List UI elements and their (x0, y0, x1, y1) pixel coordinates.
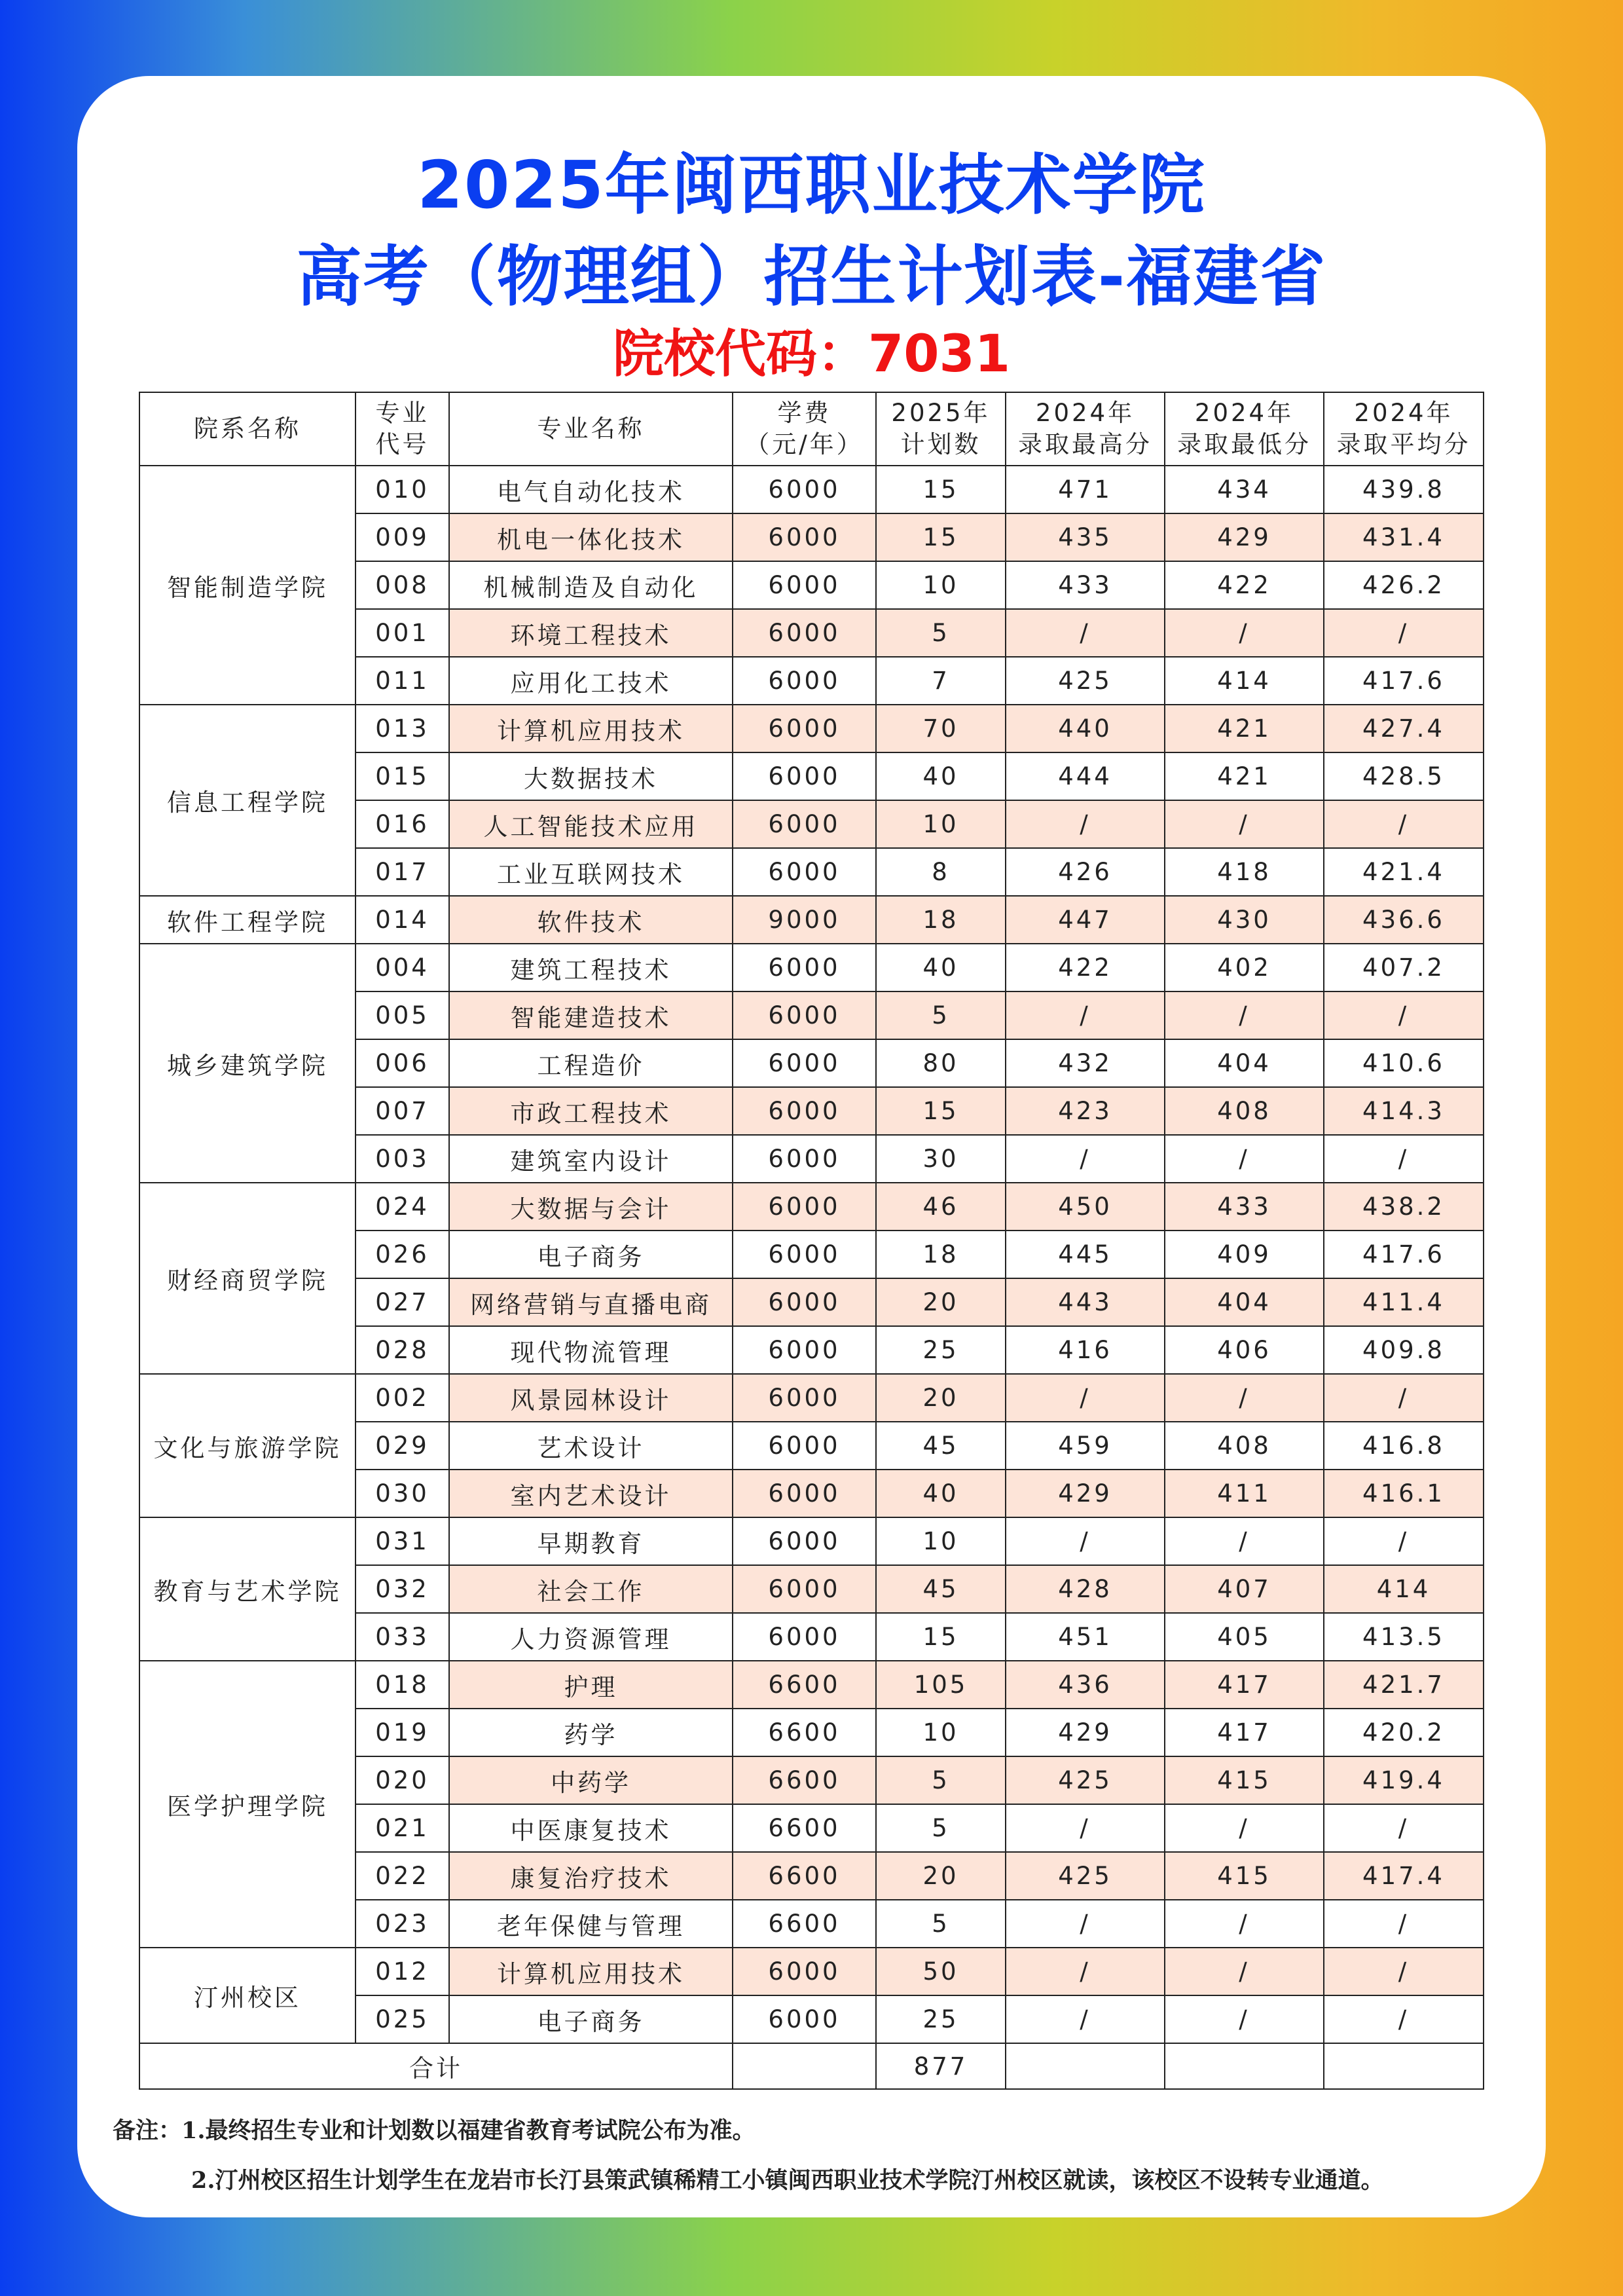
cell-code: 032 (356, 1565, 449, 1613)
cell-code: 031 (356, 1517, 449, 1565)
cell-min: 408 (1165, 1087, 1324, 1135)
cell-plan: 10 (876, 800, 1006, 848)
table-row (139, 1948, 1484, 1995)
cell-fee: 6600 (733, 1804, 876, 1852)
dept-name: 信息工程学院 (139, 705, 356, 896)
cell-code: 013 (356, 705, 449, 752)
cell-major: 艺术设计 (449, 1422, 733, 1470)
cell-major: 护理 (449, 1661, 733, 1709)
cell-min: 421 (1165, 752, 1324, 800)
cell-avg: 431.4 (1324, 513, 1484, 561)
cell-min: 421 (1165, 705, 1324, 752)
cell-max: 432 (1006, 1039, 1165, 1087)
dept-name: 财经商贸学院 (139, 1183, 356, 1374)
cell-major: 中医康复技术 (449, 1804, 733, 1852)
cell-min: 404 (1165, 1278, 1324, 1326)
cell-min: 405 (1165, 1613, 1324, 1661)
table-row (139, 944, 1484, 991)
cell-max: 447 (1006, 896, 1165, 944)
total-plan: 877 (876, 2043, 1006, 2089)
cell-plan: 70 (876, 705, 1006, 752)
cell-min: 409 (1165, 1231, 1324, 1278)
cell-fee: 6000 (733, 657, 876, 705)
cell-max: 436 (1006, 1661, 1165, 1709)
cell-min: 433 (1165, 1183, 1324, 1231)
dept-name: 汀州校区 (139, 1948, 356, 2043)
cell-fee: 6000 (733, 1470, 876, 1517)
cell-fee: 6000 (733, 1183, 876, 1231)
cell-fee: 6000 (733, 1995, 876, 2043)
cell-fee: 6600 (733, 1661, 876, 1709)
cell-major: 电子商务 (449, 1231, 733, 1278)
cell-min: / (1165, 1995, 1324, 2043)
cell-fee: 6000 (733, 991, 876, 1039)
dept-name: 医学护理学院 (139, 1661, 356, 1948)
cell-major: 电子商务 (449, 1995, 733, 2043)
enrollment-table (139, 392, 1484, 2090)
cell-max: 451 (1006, 1613, 1165, 1661)
cell-plan: 46 (876, 1183, 1006, 1231)
header-avg: 2024年 录取平均分 (1324, 392, 1484, 466)
cell-code: 029 (356, 1422, 449, 1470)
cell-major: 中药学 (449, 1756, 733, 1804)
cell-fee: 6000 (733, 1135, 876, 1183)
cell-fee: 6000 (733, 1422, 876, 1470)
total-empty-avg (1324, 2043, 1484, 2089)
cell-avg: 410.6 (1324, 1039, 1484, 1087)
dept-name: 软件工程学院 (139, 896, 356, 944)
cell-min: 429 (1165, 513, 1324, 561)
cell-avg: / (1324, 1804, 1484, 1852)
cell-min: 407 (1165, 1565, 1324, 1613)
cell-min: / (1165, 991, 1324, 1039)
header-code: 专业 代号 (356, 392, 449, 466)
cell-min: 415 (1165, 1852, 1324, 1900)
cell-major: 药学 (449, 1709, 733, 1756)
cell-code: 010 (356, 466, 449, 513)
cell-avg: 413.5 (1324, 1613, 1484, 1661)
cell-plan: 45 (876, 1422, 1006, 1470)
cell-avg: 409.8 (1324, 1326, 1484, 1374)
cell-plan: 18 (876, 896, 1006, 944)
cell-plan: 10 (876, 1709, 1006, 1756)
cell-min: 418 (1165, 848, 1324, 896)
cell-min: / (1165, 1374, 1324, 1422)
cell-code: 017 (356, 848, 449, 896)
cell-fee: 6000 (733, 1087, 876, 1135)
cell-major: 机械制造及自动化 (449, 561, 733, 609)
cell-max: 429 (1006, 1709, 1165, 1756)
cell-major: 软件技术 (449, 896, 733, 944)
cell-min: 414 (1165, 657, 1324, 705)
cell-code: 023 (356, 1900, 449, 1948)
cell-max: 440 (1006, 705, 1165, 752)
cell-code: 028 (356, 1326, 449, 1374)
cell-major: 老年保健与管理 (449, 1900, 733, 1948)
header-min: 2024年 录取最低分 (1165, 392, 1324, 466)
cell-plan: 20 (876, 1374, 1006, 1422)
cell-major: 康复治疗技术 (449, 1852, 733, 1900)
cell-fee: 6600 (733, 1709, 876, 1756)
header-fee: 学费 （元/年） (733, 392, 876, 466)
note-1: 备注：1.最终招生专业和计划数以福建省教育考试院公布为准。 (113, 2117, 756, 2144)
table-row (139, 705, 1484, 752)
cell-max: / (1006, 1995, 1165, 2043)
cell-fee: 6000 (733, 466, 876, 513)
cell-avg: 428.5 (1324, 752, 1484, 800)
total-label: 合计 (139, 2043, 733, 2089)
cell-plan: 25 (876, 1326, 1006, 1374)
cell-min: 434 (1165, 466, 1324, 513)
total-empty-max (1006, 2043, 1165, 2089)
cell-plan: 25 (876, 1995, 1006, 2043)
cell-max: 425 (1006, 1852, 1165, 1900)
cell-code: 022 (356, 1852, 449, 1900)
cell-code: 018 (356, 1661, 449, 1709)
cell-max: 425 (1006, 657, 1165, 705)
header-plan: 2025年 计划数 (876, 392, 1006, 466)
cell-avg: / (1324, 609, 1484, 657)
cell-max: 450 (1006, 1183, 1165, 1231)
cell-min: 422 (1165, 561, 1324, 609)
table-row (139, 1374, 1484, 1422)
cell-plan: 7 (876, 657, 1006, 705)
cell-max: 423 (1006, 1087, 1165, 1135)
cell-avg: / (1324, 800, 1484, 848)
cell-max: / (1006, 1900, 1165, 1948)
cell-fee: 6000 (733, 1517, 876, 1565)
cell-fee: 6000 (733, 752, 876, 800)
cell-fee: 6000 (733, 1948, 876, 1995)
cell-max: 428 (1006, 1565, 1165, 1613)
cell-avg: 417.4 (1324, 1852, 1484, 1900)
cell-major: 计算机应用技术 (449, 705, 733, 752)
cell-major: 网络营销与直播电商 (449, 1278, 733, 1326)
cell-avg: 417.6 (1324, 657, 1484, 705)
cell-avg: 438.2 (1324, 1183, 1484, 1231)
cell-avg: 416.1 (1324, 1470, 1484, 1517)
cell-fee: 6000 (733, 1613, 876, 1661)
cell-code: 007 (356, 1087, 449, 1135)
cell-min: 402 (1165, 944, 1324, 991)
cell-max: 471 (1006, 466, 1165, 513)
cell-code: 014 (356, 896, 449, 944)
table-row (139, 1517, 1484, 1565)
cell-fee: 6000 (733, 1039, 876, 1087)
cell-fee: 6000 (733, 1326, 876, 1374)
cell-max: / (1006, 1374, 1165, 1422)
cell-avg: 407.2 (1324, 944, 1484, 991)
cell-major: 大数据技术 (449, 752, 733, 800)
cell-max: 445 (1006, 1231, 1165, 1278)
cell-max: 435 (1006, 513, 1165, 561)
table-row (139, 896, 1484, 944)
cell-min: 417 (1165, 1661, 1324, 1709)
cell-min: / (1165, 1804, 1324, 1852)
cell-code: 033 (356, 1613, 449, 1661)
cell-avg: / (1324, 1995, 1484, 2043)
cell-plan: 40 (876, 944, 1006, 991)
dept-name: 教育与艺术学院 (139, 1517, 356, 1661)
dept-name: 文化与旅游学院 (139, 1374, 356, 1517)
title-line-1: 2025年闽西职业技术学院 (417, 147, 1206, 223)
cell-code: 024 (356, 1183, 449, 1231)
cell-major: 机电一体化技术 (449, 513, 733, 561)
cell-plan: 5 (876, 1804, 1006, 1852)
cell-max: 429 (1006, 1470, 1165, 1517)
cell-major: 建筑室内设计 (449, 1135, 733, 1183)
table-row (139, 1183, 1484, 1231)
header-row (139, 392, 1484, 466)
cell-plan: 5 (876, 1900, 1006, 1948)
cell-major: 早期教育 (449, 1517, 733, 1565)
cell-major: 工程造价 (449, 1039, 733, 1087)
cell-code: 005 (356, 991, 449, 1039)
cell-avg: 420.2 (1324, 1709, 1484, 1756)
cell-plan: 30 (876, 1135, 1006, 1183)
cell-plan: 45 (876, 1565, 1006, 1613)
cell-max: 433 (1006, 561, 1165, 609)
cell-fee: 6000 (733, 561, 876, 609)
cell-code: 030 (356, 1470, 449, 1517)
cell-min: / (1165, 1517, 1324, 1565)
cell-fee: 6000 (733, 1231, 876, 1278)
cell-min: / (1165, 609, 1324, 657)
cell-max: 416 (1006, 1326, 1165, 1374)
cell-plan: 10 (876, 561, 1006, 609)
cell-plan: 15 (876, 513, 1006, 561)
cell-code: 008 (356, 561, 449, 609)
cell-code: 021 (356, 1804, 449, 1852)
cell-avg: 426.2 (1324, 561, 1484, 609)
cell-avg: / (1324, 1135, 1484, 1183)
cell-code: 020 (356, 1756, 449, 1804)
cell-min: 417 (1165, 1709, 1324, 1756)
cell-avg: 417.6 (1324, 1231, 1484, 1278)
cell-max: 443 (1006, 1278, 1165, 1326)
cell-min: 406 (1165, 1326, 1324, 1374)
cell-max: 425 (1006, 1756, 1165, 1804)
table-row (139, 1661, 1484, 1709)
cell-fee: 6000 (733, 1374, 876, 1422)
cell-avg: 419.4 (1324, 1756, 1484, 1804)
cell-major: 风景园林设计 (449, 1374, 733, 1422)
cell-plan: 20 (876, 1278, 1006, 1326)
cell-avg: 414.3 (1324, 1087, 1484, 1135)
cell-avg: 439.8 (1324, 466, 1484, 513)
cell-avg: / (1324, 991, 1484, 1039)
cell-major: 智能建造技术 (449, 991, 733, 1039)
cell-plan: 8 (876, 848, 1006, 896)
cell-max: / (1006, 1804, 1165, 1852)
cell-plan: 5 (876, 609, 1006, 657)
cell-min: / (1165, 1948, 1324, 1995)
cell-code: 016 (356, 800, 449, 848)
cell-major: 现代物流管理 (449, 1326, 733, 1374)
cell-max: / (1006, 991, 1165, 1039)
cell-avg: 421.4 (1324, 848, 1484, 896)
cell-code: 025 (356, 1995, 449, 2043)
cell-code: 004 (356, 944, 449, 991)
cell-min: 415 (1165, 1756, 1324, 1804)
cell-major: 环境工程技术 (449, 609, 733, 657)
cell-plan: 10 (876, 1517, 1006, 1565)
header-dept: 院系名称 (139, 392, 356, 466)
cell-max: 444 (1006, 752, 1165, 800)
cell-plan: 15 (876, 1613, 1006, 1661)
cell-code: 012 (356, 1948, 449, 1995)
cell-fee: 6600 (733, 1756, 876, 1804)
cell-fee: 6000 (733, 513, 876, 561)
cell-avg: 414 (1324, 1565, 1484, 1613)
cell-major: 应用化工技术 (449, 657, 733, 705)
cell-code: 027 (356, 1278, 449, 1326)
cell-min: / (1165, 1135, 1324, 1183)
cell-plan: 80 (876, 1039, 1006, 1087)
cell-max: / (1006, 1948, 1165, 1995)
cell-plan: 50 (876, 1948, 1006, 1995)
cell-fee: 6000 (733, 1278, 876, 1326)
cell-avg: 421.7 (1324, 1661, 1484, 1709)
cell-major: 市政工程技术 (449, 1087, 733, 1135)
title-line-2: 高考（物理组）招生计划表-福建省 (296, 238, 1327, 315)
cell-fee: 6600 (733, 1900, 876, 1948)
cell-avg: 411.4 (1324, 1278, 1484, 1326)
cell-major: 社会工作 (449, 1565, 733, 1613)
cell-major: 电气自动化技术 (449, 466, 733, 513)
cell-plan: 15 (876, 1087, 1006, 1135)
cell-code: 019 (356, 1709, 449, 1756)
cell-max: / (1006, 609, 1165, 657)
dept-name: 智能制造学院 (139, 466, 356, 705)
total-fee (733, 2043, 876, 2089)
cell-plan: 40 (876, 1470, 1006, 1517)
dept-name: 城乡建筑学院 (139, 944, 356, 1183)
cell-code: 009 (356, 513, 449, 561)
cell-min: / (1165, 1900, 1324, 1948)
cell-code: 026 (356, 1231, 449, 1278)
cell-fee: 9000 (733, 896, 876, 944)
cell-min: 404 (1165, 1039, 1324, 1087)
note-2: 2.汀州校区招生计划学生在龙岩市长汀县策武镇稀精工小镇闽西职业技术学院汀州校区就读，该校区不设转专业通道。 (191, 2167, 1384, 2194)
cell-code: 015 (356, 752, 449, 800)
cell-avg: / (1324, 1900, 1484, 1948)
cell-major: 人工智能技术应用 (449, 800, 733, 848)
cell-plan: 15 (876, 466, 1006, 513)
header-major: 专业名称 (449, 392, 733, 466)
cell-max: / (1006, 1135, 1165, 1183)
cell-max: / (1006, 800, 1165, 848)
cell-plan: 5 (876, 1756, 1006, 1804)
cell-min: 408 (1165, 1422, 1324, 1470)
cell-max: / (1006, 1517, 1165, 1565)
total-empty-min (1165, 2043, 1324, 2089)
cell-plan: 18 (876, 1231, 1006, 1278)
cell-major: 人力资源管理 (449, 1613, 733, 1661)
cell-min: / (1165, 800, 1324, 848)
cell-fee: 6600 (733, 1852, 876, 1900)
cell-avg: / (1324, 1948, 1484, 1995)
cell-avg: / (1324, 1517, 1484, 1565)
cell-major: 室内艺术设计 (449, 1470, 733, 1517)
cell-major: 大数据与会计 (449, 1183, 733, 1231)
cell-max: 459 (1006, 1422, 1165, 1470)
cell-major: 计算机应用技术 (449, 1948, 733, 1995)
cell-avg: 436.6 (1324, 896, 1484, 944)
cell-code: 006 (356, 1039, 449, 1087)
cell-fee: 6000 (733, 800, 876, 848)
cell-major: 建筑工程技术 (449, 944, 733, 991)
header-max: 2024年 录取最高分 (1006, 392, 1165, 466)
cell-min: 411 (1165, 1470, 1324, 1517)
cell-code: 003 (356, 1135, 449, 1183)
cell-avg: / (1324, 1374, 1484, 1422)
total-row (139, 2043, 1484, 2089)
cell-major: 工业互联网技术 (449, 848, 733, 896)
cell-code: 002 (356, 1374, 449, 1422)
cell-avg: 416.8 (1324, 1422, 1484, 1470)
cell-plan: 5 (876, 991, 1006, 1039)
cell-min: 430 (1165, 896, 1324, 944)
cell-fee: 6000 (733, 1565, 876, 1613)
table-body (139, 466, 1484, 2043)
cell-fee: 6000 (733, 705, 876, 752)
cell-fee: 6000 (733, 848, 876, 896)
cell-avg: 427.4 (1324, 705, 1484, 752)
cell-plan: 40 (876, 752, 1006, 800)
cell-plan: 20 (876, 1852, 1006, 1900)
cell-max: 422 (1006, 944, 1165, 991)
table-row (139, 466, 1484, 513)
cell-code: 011 (356, 657, 449, 705)
cell-fee: 6000 (733, 609, 876, 657)
school-code: 院校代码：7031 (612, 325, 1011, 384)
cell-code: 001 (356, 609, 449, 657)
cell-fee: 6000 (733, 944, 876, 991)
cell-plan: 105 (876, 1661, 1006, 1709)
cell-max: 426 (1006, 848, 1165, 896)
